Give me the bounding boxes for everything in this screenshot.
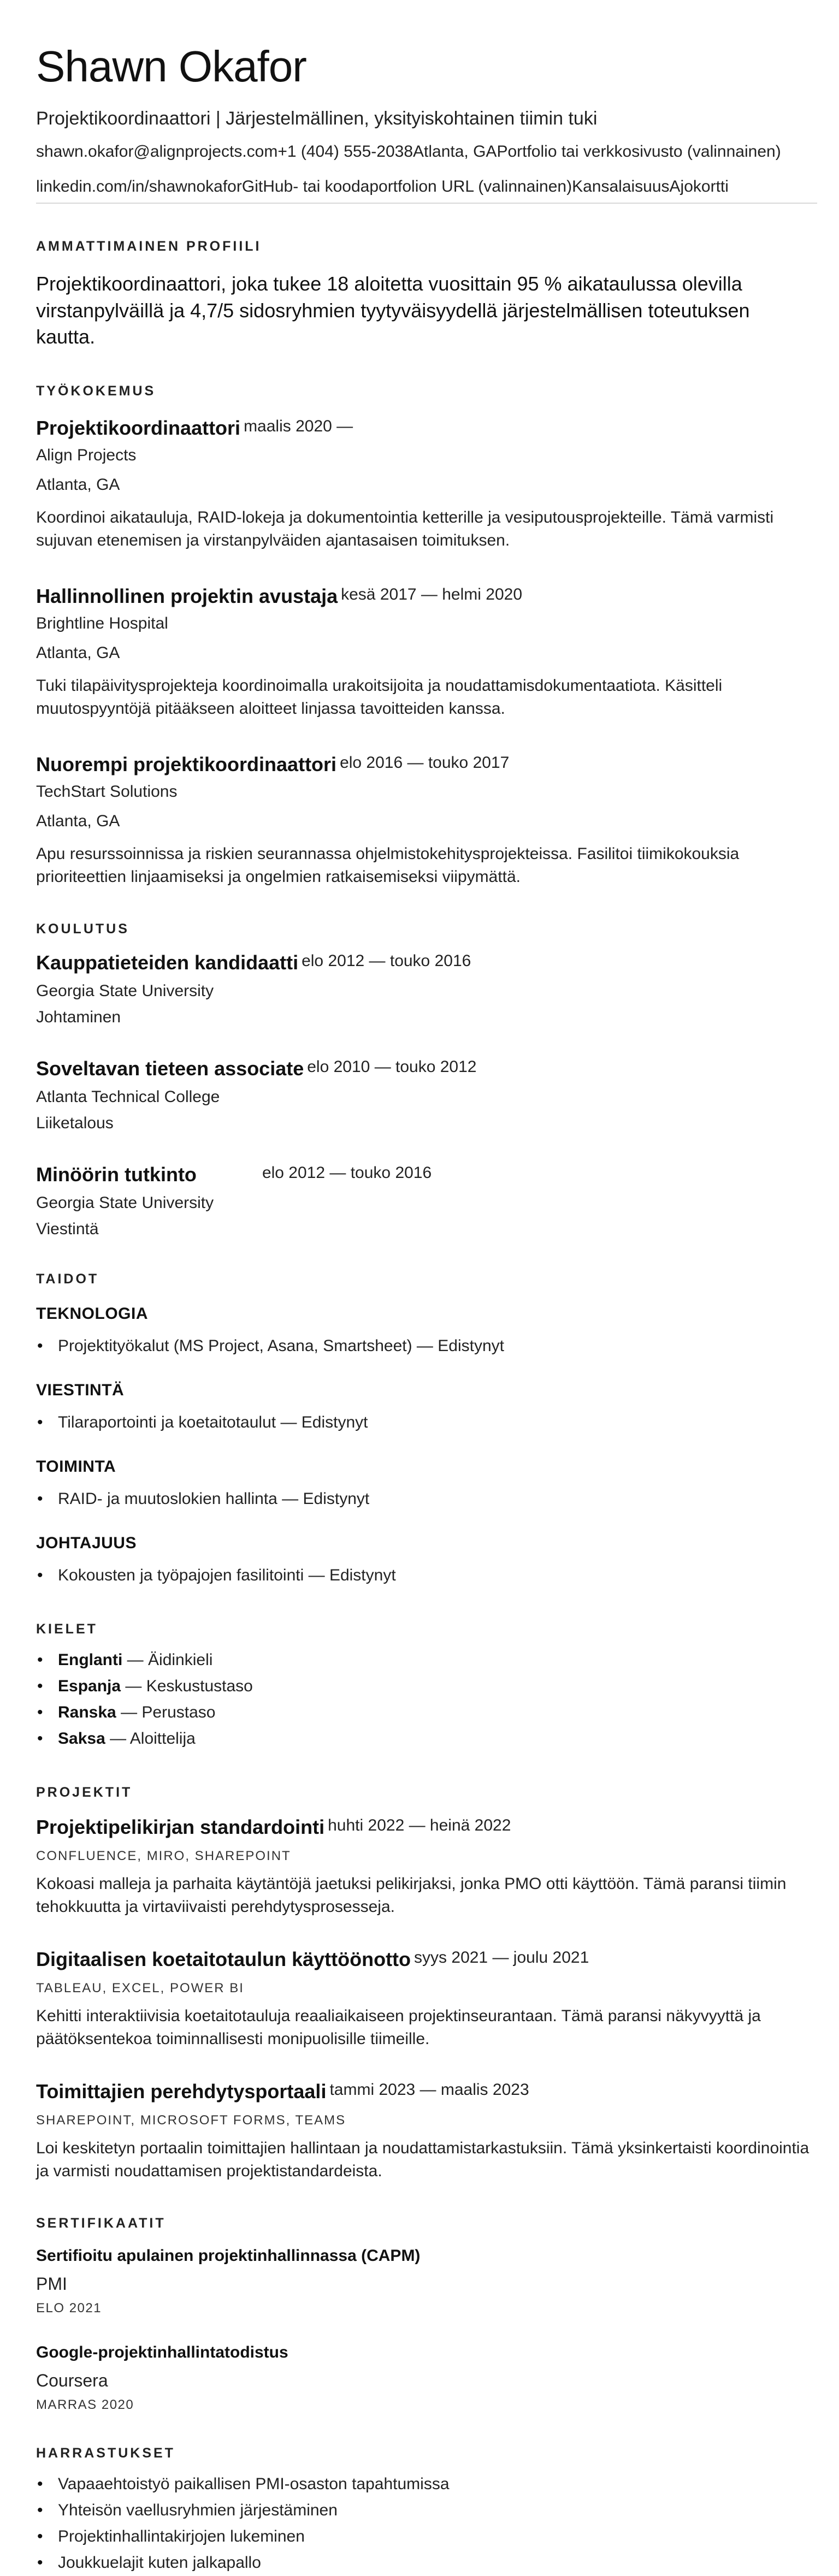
experience-company: Align Projects [36, 446, 137, 464]
experience-item [36, 585, 803, 720]
language-level: Aloittelija [129, 1729, 196, 1748]
education-school: Atlanta Technical College [36, 1087, 220, 1106]
skill-category: JOHTAJUUS [36, 1533, 137, 1552]
education-field: Viestintä [36, 1219, 99, 1238]
experience-company: Brightline Hospital [36, 614, 168, 632]
experience-dates: elo 2016 — touko 2017 [340, 753, 510, 772]
certification-issuer: Coursera [36, 2370, 108, 2390]
language-level: Keskustustaso [146, 1677, 253, 1695]
skill-list [36, 1410, 803, 1436]
language-item: • Espanja — Keskustustaso [58, 1673, 803, 1699]
skill-list [36, 1562, 803, 1589]
contact-line-secondary [36, 177, 803, 196]
project-item [36, 2080, 810, 2183]
hobby-item: • Projektinhallintakirjojen lukeminen [58, 2524, 803, 2550]
education-item [36, 1057, 803, 1133]
education-field: Johtaminen [36, 1008, 121, 1026]
project-name: Projektipelikirjan standardointi [36, 1815, 325, 1838]
skill-list [36, 1333, 803, 1359]
contact-license: Ajokortti [669, 177, 729, 196]
section-title-profile: AMMATTIMAINEN PROFIILI [36, 239, 262, 254]
experience-role: Nuorempi projektikoordinaattori [36, 753, 337, 775]
language-level: Äidinkieli [148, 1650, 213, 1669]
contact-linkedin[interactable]: linkedin.com/in/shawnokafor [36, 177, 242, 196]
skill-category: TOIMINTA [36, 1457, 116, 1476]
section-title-hobbies: HARRASTUKSET [36, 2445, 175, 2461]
section-title-education: KOULUTUS [36, 921, 129, 937]
skill-item: • Projektityökalut (MS Project, Asana, Smartsheet) — Edistynyt [58, 1333, 803, 1359]
contact-citizenship: Kansalaisuus [572, 177, 670, 196]
language-name: Ranska [58, 1703, 116, 1721]
hobby-item: • Joukkuelajit kuten jalkapallo [58, 2550, 803, 2576]
experience-description: Apu resurssoinnissa ja riskien seurannassa ohjelmistokehitysprojekteissa. Fasilitoi tiimikokouksia prioriteettien linjaamiseksi ja ongelmien ratkaisemiseksi viipymättä. [36, 844, 740, 886]
skill-item: • Tilaraportointi ja koetaitotaulut — Edistynyt [58, 1410, 803, 1436]
experience-dates: maalis 2020 — [244, 417, 353, 435]
contact-location: Atlanta, GA [413, 143, 497, 161]
experience-location: Atlanta, GA [36, 475, 120, 494]
project-name: Digitaalisen koetaitotaulun käyttöönotto [36, 1947, 411, 1970]
education-school: Georgia State University [36, 1193, 214, 1212]
education-item [36, 1163, 803, 1239]
contact-phone[interactable]: +1 (404) 555-2038 [277, 143, 413, 161]
experience-item [36, 417, 803, 552]
language-level: Perustaso [141, 1703, 216, 1721]
experience-location: Atlanta, GA [36, 643, 120, 662]
education-dates: elo 2010 — touko 2012 [307, 1057, 477, 1076]
experience-company: TechStart Solutions [36, 782, 178, 801]
project-description: Loi keskitetyn portaalin toimittajien hallintaan ja noudattamistarkastuksiin. Tämä yksinkertaisti koordinointia ja varmisti noudattamisen projektistandardeista. [36, 2139, 810, 2180]
experience-item [36, 753, 803, 889]
section-title-experience: TYÖKOKEMUS [36, 383, 156, 399]
project-description: Kehitti interaktiivisia koetaitotauluja reaaliaikaiseen projektinseurantaan. Tämä paransi näkyvyyttä ja päätöksentekoa toiminnallisesti monipuolisille tiimeille. [36, 2006, 761, 2048]
certification-name: Sertifioitu apulainen projektinhallinnassa (CAPM) [36, 2246, 421, 2265]
project-dates: huhti 2022 — heinä 2022 [328, 1816, 511, 1834]
candidate-headline: Projektikoordinaattori | Järjestelmällinen, yksityiskohtainen tiimin tuki [36, 108, 598, 129]
contact-email[interactable]: shawn.okafor@alignprojects.com [36, 143, 278, 161]
language-list [36, 1647, 803, 1752]
skill-list [36, 1486, 803, 1512]
header-divider [36, 203, 817, 204]
certification-name: Google-projektinhallintatodistus [36, 2343, 288, 2361]
education-dates: elo 2012 — touko 2016 [262, 1163, 432, 1182]
certification-date: MARRAS 2020 [36, 2397, 134, 2412]
experience-description: Koordinoi aikatauluja, RAID-lokeja ja dokumentointia ketterille ja vesiputousprojekteille. Tämä varmisti sujuvan etenemisen ja virstanpylväiden ajantasaisen toimituksen. [36, 508, 774, 549]
hobby-item: • Vapaaehtoistyö paikallisen PMI-osaston tapahtumissa [58, 2471, 803, 2497]
education-field: Liiketalous [36, 1114, 114, 1132]
section-title-certifications: SERTIFIKAATIT [36, 2215, 166, 2231]
hobby-item: • Yhteisön vaellusryhmien järjestäminen [58, 2497, 803, 2524]
education-degree: Kauppatieteiden kandidaatti [36, 951, 299, 974]
section-title-skills: TAIDOT [36, 1271, 99, 1287]
contact-line-primary [36, 143, 803, 161]
skill-category: TEKNOLOGIA [36, 1304, 148, 1323]
project-item [36, 1948, 803, 2051]
skill-item: • RAID- ja muutoslokien hallinta — Edistynyt [58, 1486, 803, 1512]
language-item: • Ranska — Perustaso [58, 1699, 803, 1726]
skill-category: VIESTINTÄ [36, 1381, 125, 1399]
education-dates: elo 2012 — touko 2016 [302, 951, 471, 970]
project-item [36, 1816, 803, 1918]
experience-location: Atlanta, GA [36, 812, 120, 830]
contact-github[interactable]: GitHub- tai koodaportfolion URL (valinnainen) [241, 177, 572, 196]
project-dates: syys 2021 — joulu 2021 [414, 1948, 589, 1967]
education-degree: Soveltavan tieteen associate [36, 1057, 304, 1080]
certification-issuer: PMI [36, 2273, 67, 2294]
candidate-name: Shawn Okafor [36, 42, 306, 91]
section-title-languages: KIELET [36, 1621, 98, 1637]
skill-item: • Kokousten ja työpajojen fasilitointi — Edistynyt [58, 1562, 803, 1589]
language-name: Englanti [58, 1650, 123, 1669]
language-item: • Englanti — Äidinkieli [58, 1647, 803, 1673]
education-degree: Minöörin tutkinto [36, 1163, 197, 1186]
certification-item [36, 2247, 803, 2316]
project-description: Kokoasi malleja ja parhaita käytäntöjä jaetuksi pelikirjaksi, jonka PMO otti käyttöön. Tämä paransi tiimin tehokkuutta ja virtaviivaisti perehdytysprosesseja. [36, 1874, 787, 1916]
section-title-projects: PROJEKTIT [36, 1784, 133, 1800]
project-tools: SHAREPOINT, MICROSOFT FORMS, TEAMS [36, 2112, 346, 2128]
experience-role: Hallinnollinen projektin avustaja [36, 584, 338, 607]
project-dates: tammi 2023 — maalis 2023 [329, 2080, 529, 2099]
project-tools: TABLEAU, EXCEL, POWER BI [36, 1980, 244, 1995]
language-name: Saksa [58, 1729, 105, 1748]
hobby-list [36, 2471, 803, 2576]
certification-date: ELO 2021 [36, 2300, 102, 2316]
experience-role: Projektikoordinaattori [36, 416, 241, 439]
certification-item [36, 2343, 803, 2413]
language-name: Espanja [58, 1677, 121, 1695]
language-item: • Saksa — Aloittelija [58, 1726, 803, 1752]
education-school: Georgia State University [36, 981, 214, 1000]
contact-portfolio[interactable]: Portfolio tai verkkosivusto (valinnainen) [497, 143, 781, 161]
project-tools: CONFLUENCE, MIRO, SHAREPOINT [36, 1848, 291, 1863]
project-name: Toimittajien perehdytysportaali [36, 2080, 327, 2103]
experience-description: Tuki tilapäivitysprojekteja koordinoimalla urakoitsijoita ja noudattamisdokumentaatiota. Käsitteli muutospyyntöjä pitääkseen aloitteet linjassa tavoitteiden kanssa. [36, 676, 723, 718]
experience-dates: kesä 2017 — helmi 2020 [341, 585, 522, 603]
profile-summary: Projektikoordinaattori, joka tukee 18 aloitetta vuosittain 95 % aikataulussa olevilla virstanpylväillä ja 4,7/5 sidosryhmien tyytyväisyydellä järjestelmällisen toteutuksen kautta. [36, 273, 750, 348]
education-item [36, 951, 803, 1027]
